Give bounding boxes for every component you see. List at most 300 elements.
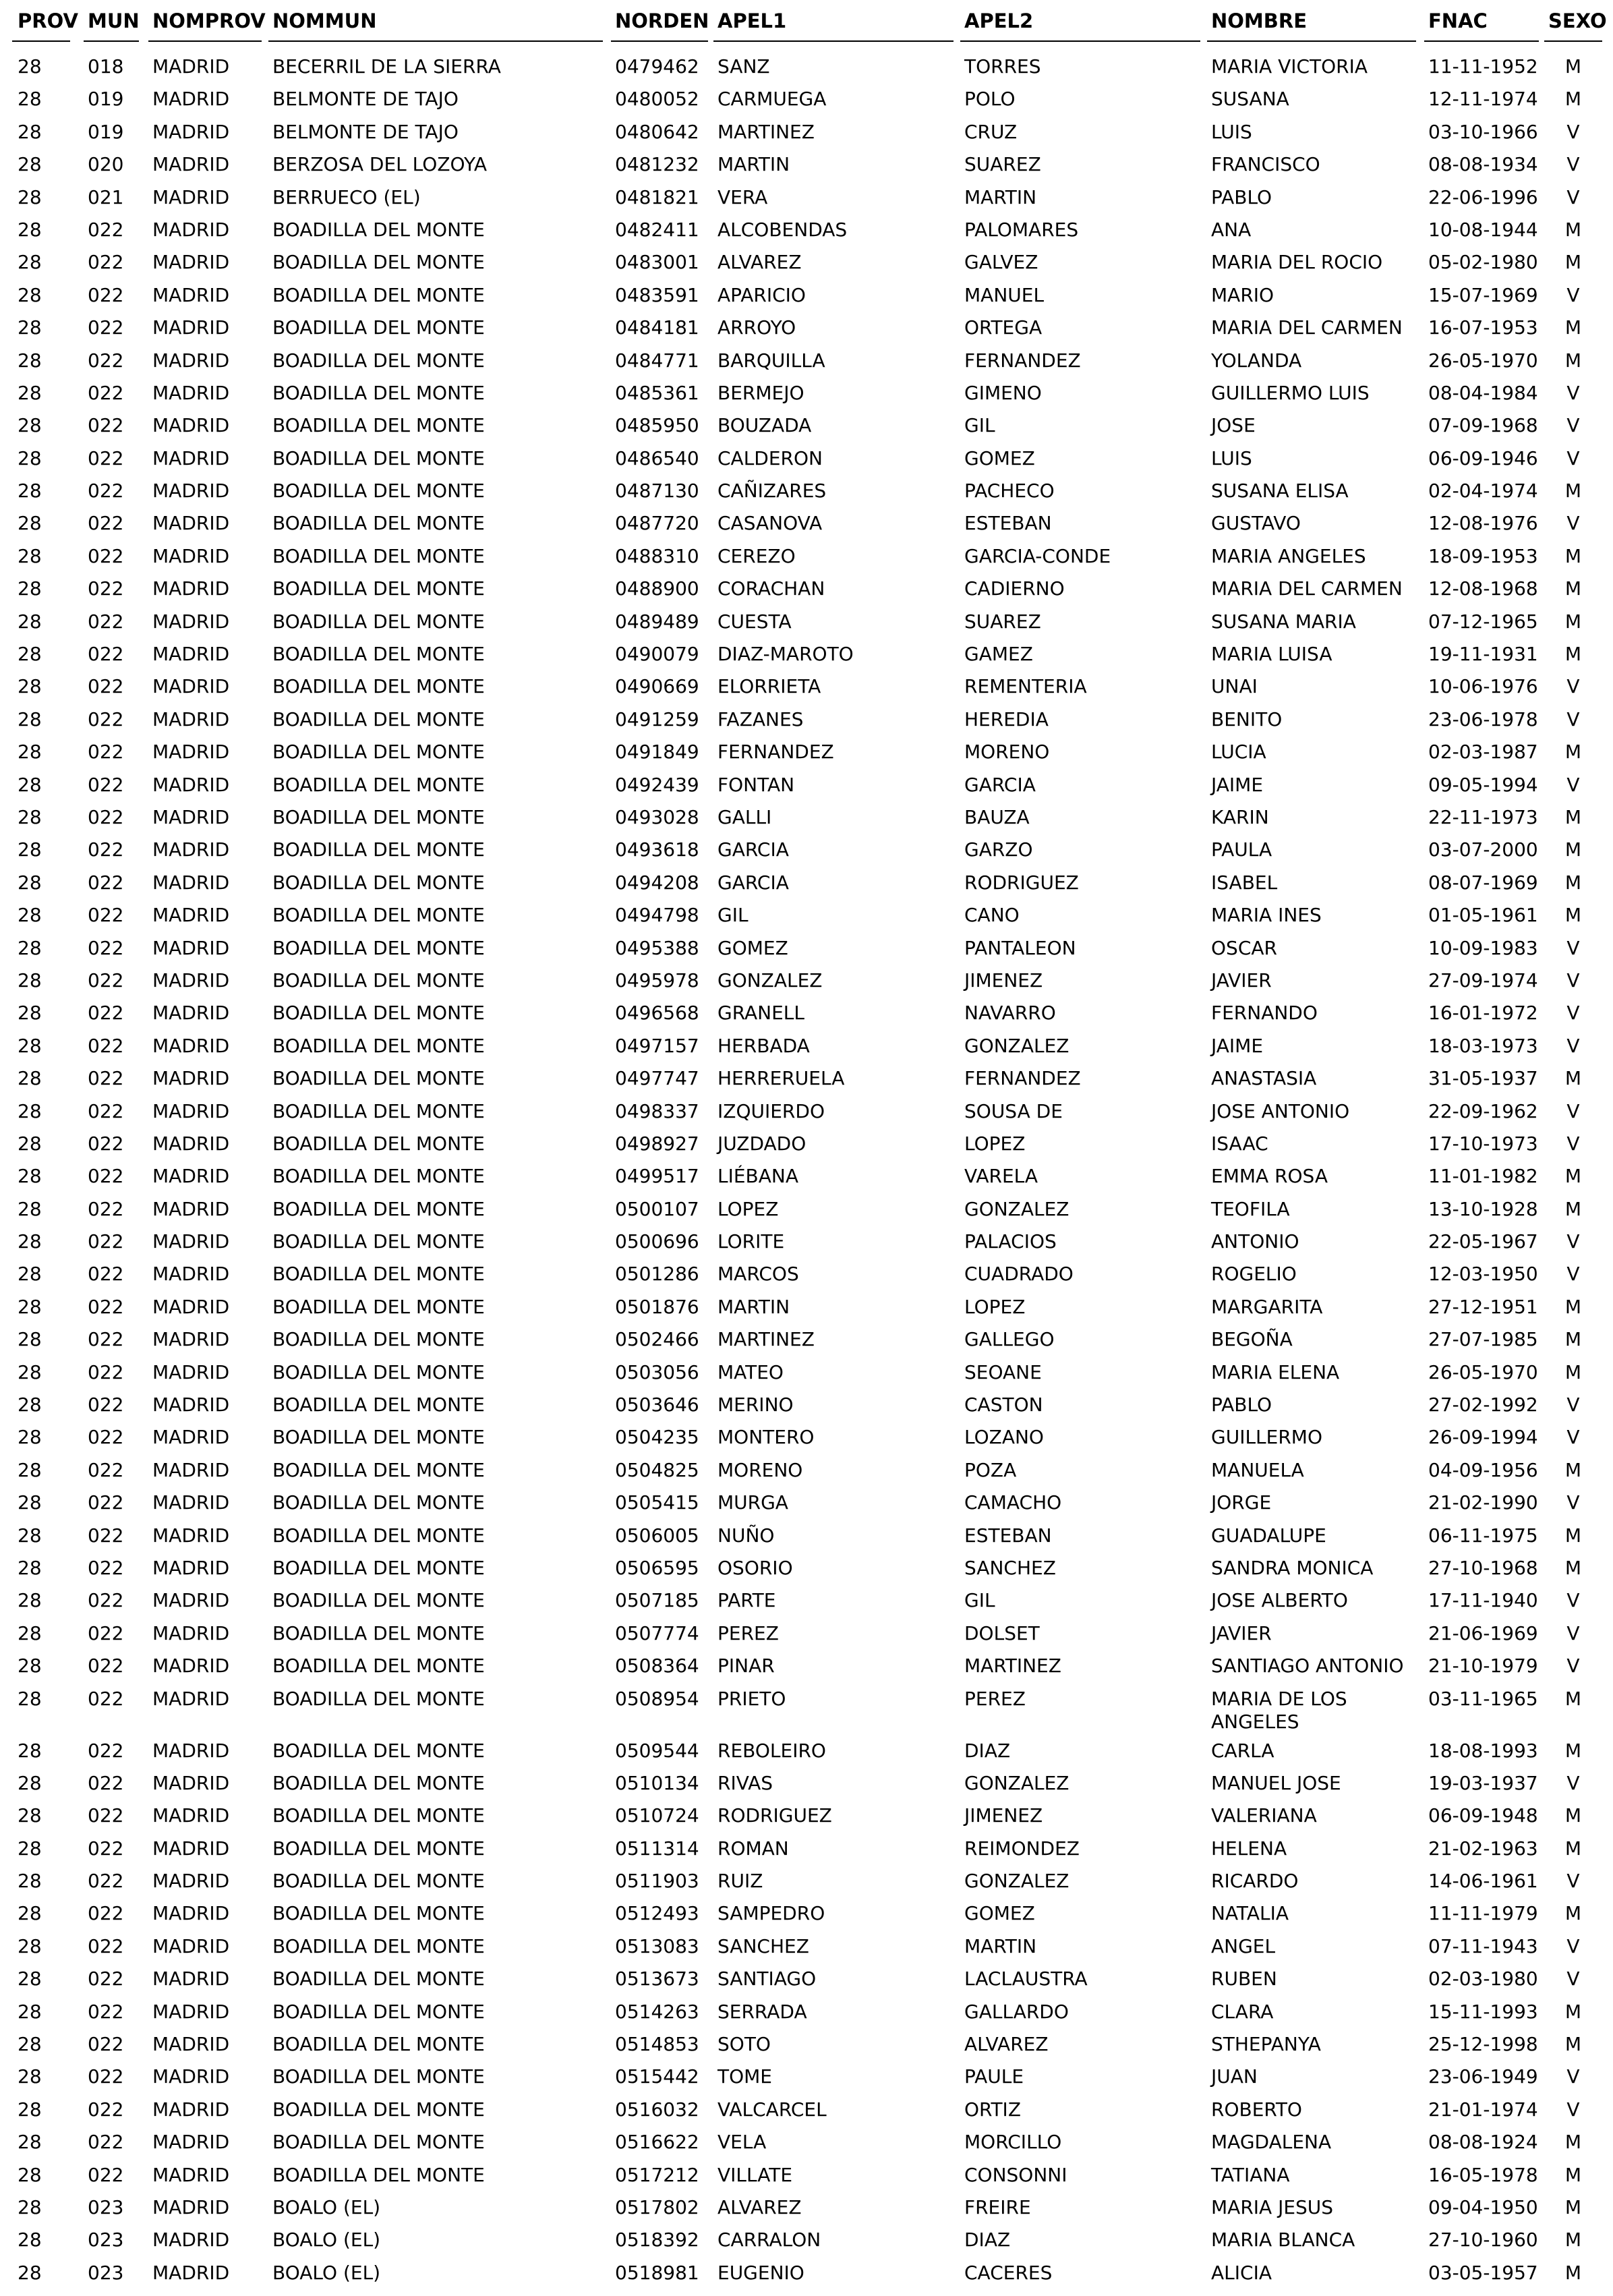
cell-sexo: V <box>1566 185 1580 208</box>
cell-nomprov: MADRID <box>152 577 230 600</box>
cell-apel1: FAZANES <box>717 708 804 730</box>
cell-nombre: CARLA <box>1211 1739 1274 1762</box>
cell-apel1: LORITE <box>717 1230 785 1253</box>
table-row <box>0 1360 1613 1392</box>
cell-nombre: ANA <box>1211 218 1252 241</box>
table-row <box>0 1803 1613 1835</box>
cell-norden: 0493028 <box>615 805 699 828</box>
cell-sexo: V <box>1566 381 1580 404</box>
cell-norden: 0512493 <box>615 1902 699 1925</box>
cell-sexo: M <box>1564 1804 1582 1827</box>
cell-prov: 28 <box>18 1655 42 1677</box>
cell-norden: 0492439 <box>615 773 699 796</box>
cell-nommun: BOADILLA DEL MONTE <box>272 577 485 600</box>
cell-norden: 0515442 <box>615 2065 699 2088</box>
cell-norden: 0491849 <box>615 741 699 764</box>
table-row <box>0 1033 1613 1066</box>
cell-fnac: 22-06-1996 <box>1428 185 1538 208</box>
cell-apel2: DIAZ <box>964 1739 1011 1762</box>
cell-apel1: SERRADA <box>717 2000 807 2023</box>
cell-prov: 28 <box>18 741 42 764</box>
table-row <box>0 1197 1613 1229</box>
cell-nommun: BOADILLA DEL MONTE <box>272 381 485 404</box>
cell-prov: 28 <box>18 773 42 796</box>
cell-norden: 0495978 <box>615 969 699 992</box>
cell-nombre: JAIME <box>1211 1034 1264 1057</box>
cell-norden: 0494208 <box>615 871 699 894</box>
cell-nommun: BOADILLA DEL MONTE <box>272 447 485 469</box>
cell-prov: 28 <box>18 55 42 78</box>
cell-apel1: SANTIAGO <box>717 1968 817 1990</box>
cell-nombre: TATIANA <box>1211 2163 1290 2186</box>
cell-nommun: BOADILLA DEL MONTE <box>272 1524 485 1547</box>
cell-apel1: CARRALON <box>717 2229 821 2251</box>
cell-prov: 28 <box>18 283 42 306</box>
cell-prov: 28 <box>18 1034 42 1057</box>
cell-prov: 28 <box>18 1197 42 1220</box>
cell-fnac: 12-11-1974 <box>1428 88 1538 111</box>
cell-nomprov: MADRID <box>152 2229 230 2251</box>
cell-nomprov: MADRID <box>152 675 230 698</box>
cell-nombre: MANUEL JOSE <box>1211 1771 1341 1794</box>
cell-mun: 022 <box>88 1934 124 1957</box>
cell-apel1: IZQUIERDO <box>717 1099 825 1122</box>
cell-apel1: PRIETO <box>717 1687 786 1710</box>
cell-apel2: LOPEZ <box>964 1295 1026 1318</box>
table-row <box>0 805 1613 837</box>
cell-norden: 0498927 <box>615 1132 699 1155</box>
cell-mun: 022 <box>88 610 124 633</box>
cell-fnac: 21-02-1963 <box>1428 1837 1538 1860</box>
cell-nomprov: MADRID <box>152 643 230 666</box>
cell-nombre: SANTIAGO ANTONIO <box>1211 1655 1404 1677</box>
cell-fnac: 08-08-1924 <box>1428 2131 1538 2154</box>
cell-mun: 022 <box>88 349 124 372</box>
cell-apel2: SEOANE <box>964 1360 1042 1383</box>
table-row <box>0 2162 1613 2195</box>
cell-nommun: BOADILLA DEL MONTE <box>272 838 485 861</box>
cell-prov: 28 <box>18 1771 42 1794</box>
cell-norden: 0495388 <box>615 936 699 959</box>
cell-nommun: BOADILLA DEL MONTE <box>272 1132 485 1155</box>
cell-mun: 022 <box>88 838 124 861</box>
cell-nommun: BOADILLA DEL MONTE <box>272 1394 485 1416</box>
cell-apel1: HERBADA <box>717 1034 810 1057</box>
cell-norden: 0485950 <box>615 414 699 437</box>
cell-mun: 022 <box>88 1621 124 1644</box>
cell-norden: 0500696 <box>615 1230 699 1253</box>
cell-norden: 0487720 <box>615 512 699 535</box>
cell-apel1: OSORIO <box>717 1556 793 1579</box>
table-row <box>0 1458 1613 1490</box>
cell-apel2: FERNANDEZ <box>964 349 1081 372</box>
cell-fnac: 12-03-1950 <box>1428 1263 1538 1286</box>
cell-prov: 28 <box>18 218 42 241</box>
cell-apel1: ARROYO <box>717 316 796 339</box>
cell-nommun: BOADILLA DEL MONTE <box>272 1621 485 1644</box>
cell-fnac: 03-10-1966 <box>1428 120 1538 143</box>
cell-apel2: ORTIZ <box>964 2098 1021 2121</box>
cell-mun: 022 <box>88 544 124 567</box>
cell-norden: 0496568 <box>615 1002 699 1025</box>
cell-nommun: BOADILLA DEL MONTE <box>272 283 485 306</box>
cell-norden: 0518981 <box>615 2261 699 2284</box>
cell-nombre: PABLO <box>1211 185 1272 208</box>
cell-mun: 022 <box>88 1902 124 1925</box>
cell-nombre: GUILLERMO LUIS <box>1211 381 1370 404</box>
cell-apel2: GONZALEZ <box>964 1870 1069 1893</box>
cell-nombre: ISABEL <box>1211 871 1278 894</box>
cell-fnac: 18-08-1993 <box>1428 1739 1538 1762</box>
table-row <box>0 250 1613 282</box>
cell-mun: 022 <box>88 1360 124 1383</box>
cell-apel2: GARCIA <box>964 773 1036 796</box>
cell-nommun: BOADILLA DEL MONTE <box>272 1837 485 1860</box>
cell-prov: 28 <box>18 381 42 404</box>
cell-nomprov: MADRID <box>152 2131 230 2154</box>
cell-fnac: 16-07-1953 <box>1428 316 1538 339</box>
cell-fnac: 19-03-1937 <box>1428 1771 1538 1794</box>
cell-sexo: V <box>1566 512 1580 535</box>
cell-nommun: BELMONTE DE TAJO <box>272 120 459 143</box>
table-row <box>0 674 1613 706</box>
cell-nommun: BOADILLA DEL MONTE <box>272 805 485 828</box>
cell-norden: 0508954 <box>615 1687 699 1710</box>
cell-prov: 28 <box>18 1067 42 1090</box>
cell-nomprov: MADRID <box>152 969 230 992</box>
cell-sexo: V <box>1566 675 1580 698</box>
cell-nommun: BOADILLA DEL MONTE <box>272 1739 485 1762</box>
cell-apel2: CADIERNO <box>964 577 1065 600</box>
cell-nombre: ANTONIO <box>1211 1230 1299 1253</box>
cell-fnac: 21-06-1969 <box>1428 1621 1538 1644</box>
cell-prov: 28 <box>18 1934 42 1957</box>
cell-prov: 28 <box>18 1426 42 1449</box>
cell-norden: 0506595 <box>615 1556 699 1579</box>
cell-nomprov: MADRID <box>152 2261 230 2284</box>
cell-fnac: 22-05-1967 <box>1428 1230 1538 1253</box>
table-row <box>0 1099 1613 1131</box>
cell-nommun: BOADILLA DEL MONTE <box>272 1491 485 1514</box>
cell-mun: 022 <box>88 871 124 894</box>
cell-sexo: V <box>1566 1394 1580 1416</box>
header-underline <box>1424 40 1539 42</box>
cell-sexo: V <box>1566 1099 1580 1122</box>
cell-sexo: M <box>1564 1067 1582 1090</box>
cell-fnac: 27-10-1960 <box>1428 2229 1538 2251</box>
cell-sexo: M <box>1564 1739 1582 1762</box>
cell-nomprov: MADRID <box>152 55 230 78</box>
cell-apel1: MONTERO <box>717 1426 815 1449</box>
cell-apel2: GALVEZ <box>964 251 1038 274</box>
cell-fnac: 05-02-1980 <box>1428 251 1538 274</box>
cell-mun: 022 <box>88 218 124 241</box>
cell-mun: 022 <box>88 708 124 730</box>
cell-norden: 0507185 <box>615 1589 699 1612</box>
cell-apel1: SANCHEZ <box>717 1934 809 1957</box>
cell-sexo: M <box>1564 1328 1582 1351</box>
cell-apel1: ALCOBENDAS <box>717 218 848 241</box>
cell-apel1: MARTINEZ <box>717 1328 815 1351</box>
cell-nombre: MARIA LUISA <box>1211 643 1332 666</box>
cell-prov: 28 <box>18 577 42 600</box>
cell-apel1: JUZDADO <box>717 1132 806 1155</box>
cell-nomprov: MADRID <box>152 1739 230 1762</box>
cell-nombre: ISAAC <box>1211 1132 1268 1155</box>
cell-mun: 022 <box>88 1589 124 1612</box>
table-row <box>0 2195 1613 2227</box>
cell-mun: 022 <box>88 1556 124 1579</box>
cell-nomprov: MADRID <box>152 316 230 339</box>
cell-nommun: BOADILLA DEL MONTE <box>272 218 485 241</box>
cell-nommun: BOADILLA DEL MONTE <box>272 349 485 372</box>
cell-fnac: 27-07-1985 <box>1428 1328 1538 1351</box>
cell-nomprov: MADRID <box>152 1426 230 1449</box>
cell-nommun: BOADILLA DEL MONTE <box>272 1067 485 1090</box>
cell-norden: 0504825 <box>615 1458 699 1481</box>
table-row <box>0 641 1613 674</box>
cell-apel2: DOLSET <box>964 1621 1040 1644</box>
cell-nomprov: MADRID <box>152 708 230 730</box>
cell-mun: 022 <box>88 1002 124 1025</box>
cell-apel2: SUAREZ <box>964 610 1041 633</box>
cell-nombre: VALERIANA <box>1211 1804 1317 1827</box>
cell-apel1: BOUZADA <box>717 414 812 437</box>
cell-apel1: GARCIA <box>717 871 789 894</box>
cell-nomprov: MADRID <box>152 1804 230 1827</box>
cell-sexo: V <box>1566 120 1580 143</box>
table-row <box>0 576 1613 608</box>
cell-sexo: M <box>1564 1197 1582 1220</box>
cell-apel2: FERNANDEZ <box>964 1067 1081 1090</box>
cell-apel2: POLO <box>964 88 1016 111</box>
cell-apel1: APARICIO <box>717 283 806 306</box>
cell-mun: 023 <box>88 2229 124 2251</box>
cell-nomprov: MADRID <box>152 1328 230 1351</box>
cell-nomprov: MADRID <box>152 838 230 861</box>
cell-mun: 022 <box>88 2163 124 2186</box>
cell-nombre: MARIA DEL ROCIO <box>1211 251 1383 274</box>
cell-nombre: LUIS <box>1211 447 1252 469</box>
cell-norden: 0497157 <box>615 1034 699 1057</box>
table-row <box>0 1229 1613 1261</box>
cell-apel1: NUÑO <box>717 1524 775 1547</box>
cell-fnac: 25-12-1998 <box>1428 2033 1538 2056</box>
cell-prov: 28 <box>18 2065 42 2088</box>
cell-mun: 022 <box>88 741 124 764</box>
cell-nommun: BOADILLA DEL MONTE <box>272 643 485 666</box>
cell-sexo: V <box>1566 936 1580 959</box>
cell-nomprov: MADRID <box>152 153 230 176</box>
cell-nomprov: MADRID <box>152 381 230 404</box>
cell-fnac: 17-10-1973 <box>1428 1132 1538 1155</box>
cell-norden: 0513083 <box>615 1934 699 1957</box>
cell-nomprov: MADRID <box>152 1621 230 1644</box>
cell-nommun: BOADILLA DEL MONTE <box>272 1556 485 1579</box>
cell-mun: 022 <box>88 414 124 437</box>
cell-apel1: FONTAN <box>717 773 795 796</box>
cell-nombre: MARIA DE LOS ANGELES <box>1211 1687 1347 1733</box>
cell-mun: 022 <box>88 1295 124 1318</box>
cell-nombre: ANASTASIA <box>1211 1067 1317 1090</box>
cell-prov: 28 <box>18 1394 42 1416</box>
cell-nommun: BOADILLA DEL MONTE <box>272 1458 485 1481</box>
cell-norden: 0494798 <box>615 904 699 927</box>
table-row <box>0 348 1613 380</box>
header-nombre: NOMBRE <box>1211 9 1308 32</box>
cell-nombre: HELENA <box>1211 1837 1287 1860</box>
cell-mun: 022 <box>88 1739 124 1762</box>
cell-apel1: ROMAN <box>717 1837 789 1860</box>
cell-nommun: BOADILLA DEL MONTE <box>272 969 485 992</box>
cell-nommun: BOADILLA DEL MONTE <box>272 316 485 339</box>
header-underline <box>268 40 603 42</box>
cell-sexo: M <box>1564 251 1582 274</box>
cell-sexo: M <box>1564 480 1582 503</box>
cell-fnac: 21-02-1990 <box>1428 1491 1538 1514</box>
cell-nombre: MANUELA <box>1211 1458 1304 1481</box>
cell-norden: 0483001 <box>615 251 699 274</box>
table-row <box>0 1164 1613 1196</box>
cell-nomprov: MADRID <box>152 1771 230 1794</box>
cell-nommun: BOADILLA DEL MONTE <box>272 1902 485 1925</box>
cell-nomprov: MADRID <box>152 936 230 959</box>
cell-mun: 022 <box>88 1491 124 1514</box>
cell-nomprov: MADRID <box>152 544 230 567</box>
cell-nombre: MARIA DEL CARMEN <box>1211 577 1403 600</box>
cell-nombre: JUAN <box>1211 2065 1258 2088</box>
cell-fnac: 07-11-1943 <box>1428 1934 1538 1957</box>
cell-norden: 0502466 <box>615 1328 699 1351</box>
cell-apel2: CONSONNI <box>964 2163 1067 2186</box>
cell-mun: 023 <box>88 2196 124 2218</box>
cell-sexo: M <box>1564 2163 1582 2186</box>
cell-mun: 022 <box>88 1394 124 1416</box>
cell-nomprov: MADRID <box>152 218 230 241</box>
cell-prov: 28 <box>18 610 42 633</box>
cell-apel1: CEREZO <box>717 544 796 567</box>
table-row <box>0 609 1613 641</box>
cell-prov: 28 <box>18 316 42 339</box>
cell-apel1: CUESTA <box>717 610 792 633</box>
cell-sexo: M <box>1564 2261 1582 2284</box>
header-underline <box>960 40 1200 42</box>
cell-apel1: CALDERON <box>717 447 823 469</box>
cell-sexo: M <box>1564 643 1582 666</box>
cell-prov: 28 <box>18 1687 42 1710</box>
cell-apel2: GARZO <box>964 838 1033 861</box>
cell-sexo: V <box>1566 283 1580 306</box>
cell-nomprov: MADRID <box>152 610 230 633</box>
cell-mun: 022 <box>88 1870 124 1893</box>
cell-nomprov: MADRID <box>152 1295 230 1318</box>
cell-nombre: JAVIER <box>1211 969 1272 992</box>
table-row <box>0 1868 1613 1901</box>
cell-fnac: 07-12-1965 <box>1428 610 1538 633</box>
cell-nommun: BOADILLA DEL MONTE <box>272 1002 485 1025</box>
cell-apel1: SANZ <box>717 55 770 78</box>
cell-prov: 28 <box>18 2196 42 2218</box>
cell-nommun: BOADILLA DEL MONTE <box>272 480 485 503</box>
cell-nommun: BOADILLA DEL MONTE <box>272 610 485 633</box>
cell-sexo: V <box>1566 2098 1580 2121</box>
cell-apel1: RUIZ <box>717 1870 763 1893</box>
cell-fnac: 18-09-1953 <box>1428 544 1538 567</box>
cell-prov: 28 <box>18 969 42 992</box>
cell-prov: 28 <box>18 643 42 666</box>
cell-apel2: PALACIOS <box>964 1230 1057 1253</box>
cell-fnac: 08-04-1984 <box>1428 381 1538 404</box>
cell-nommun: BOADILLA DEL MONTE <box>272 512 485 535</box>
cell-mun: 022 <box>88 969 124 992</box>
cell-apel2: GIL <box>964 414 995 437</box>
cell-norden: 0507774 <box>615 1621 699 1644</box>
cell-nomprov: MADRID <box>152 2000 230 2023</box>
cell-nommun: BOADILLA DEL MONTE <box>272 773 485 796</box>
cell-nomprov: MADRID <box>152 1524 230 1547</box>
cell-fnac: 03-07-2000 <box>1428 838 1538 861</box>
cell-sexo: V <box>1566 1491 1580 1514</box>
cell-fnac: 15-07-1969 <box>1428 283 1538 306</box>
cell-mun: 022 <box>88 1837 124 1860</box>
cell-nomprov: MADRID <box>152 1687 230 1710</box>
cell-nommun: BOADILLA DEL MONTE <box>272 414 485 437</box>
cell-sexo: M <box>1564 1687 1582 1710</box>
cell-apel2: CASTON <box>964 1394 1043 1416</box>
cell-sexo: M <box>1564 2000 1582 2023</box>
cell-nombre: FERNANDO <box>1211 1002 1318 1025</box>
cell-sexo: M <box>1564 1902 1582 1925</box>
cell-sexo: M <box>1564 2033 1582 2056</box>
cell-nommun: BOADILLA DEL MONTE <box>272 2033 485 2056</box>
table-row <box>0 2097 1613 2129</box>
cell-apel1: MARTIN <box>717 1295 790 1318</box>
cell-nombre: MARIA INES <box>1211 904 1322 927</box>
cell-nomprov: MADRID <box>152 1360 230 1383</box>
cell-nombre: MAGDALENA <box>1211 2131 1332 2154</box>
cell-sexo: V <box>1566 1132 1580 1155</box>
cell-fnac: 03-05-1957 <box>1428 2261 1538 2284</box>
cell-fnac: 01-05-1961 <box>1428 904 1538 927</box>
table-row <box>0 1327 1613 1359</box>
table-row <box>0 1523 1613 1555</box>
cell-nombre: GUILLERMO <box>1211 1426 1322 1449</box>
table-header <box>0 0 1613 45</box>
cell-sexo: V <box>1566 1589 1580 1612</box>
cell-prov: 28 <box>18 447 42 469</box>
cell-apel1: CORACHAN <box>717 577 825 600</box>
cell-mun: 022 <box>88 1804 124 1827</box>
header-fnac: FNAC <box>1428 9 1488 32</box>
cell-nommun: BOADILLA DEL MONTE <box>272 1426 485 1449</box>
cell-sexo: M <box>1564 349 1582 372</box>
cell-nommun: BOADILLA DEL MONTE <box>272 2163 485 2186</box>
cell-prov: 28 <box>18 1458 42 1481</box>
cell-mun: 022 <box>88 643 124 666</box>
cell-nommun: BOADILLA DEL MONTE <box>272 1197 485 1220</box>
cell-nombre: SANDRA MONICA <box>1211 1556 1374 1579</box>
cell-fnac: 17-11-1940 <box>1428 1589 1538 1612</box>
cell-apel2: SOUSA DE <box>964 1099 1063 1122</box>
cell-apel2: MARTINEZ <box>964 1655 1061 1677</box>
cell-prov: 28 <box>18 414 42 437</box>
cell-nommun: BOADILLA DEL MONTE <box>272 1034 485 1057</box>
cell-nommun: BELMONTE DE TAJO <box>272 88 459 111</box>
table-row <box>0 185 1613 217</box>
cell-apel2: LOPEZ <box>964 1132 1026 1155</box>
cell-norden: 0491259 <box>615 708 699 730</box>
cell-nombre: GUADALUPE <box>1211 1524 1326 1547</box>
